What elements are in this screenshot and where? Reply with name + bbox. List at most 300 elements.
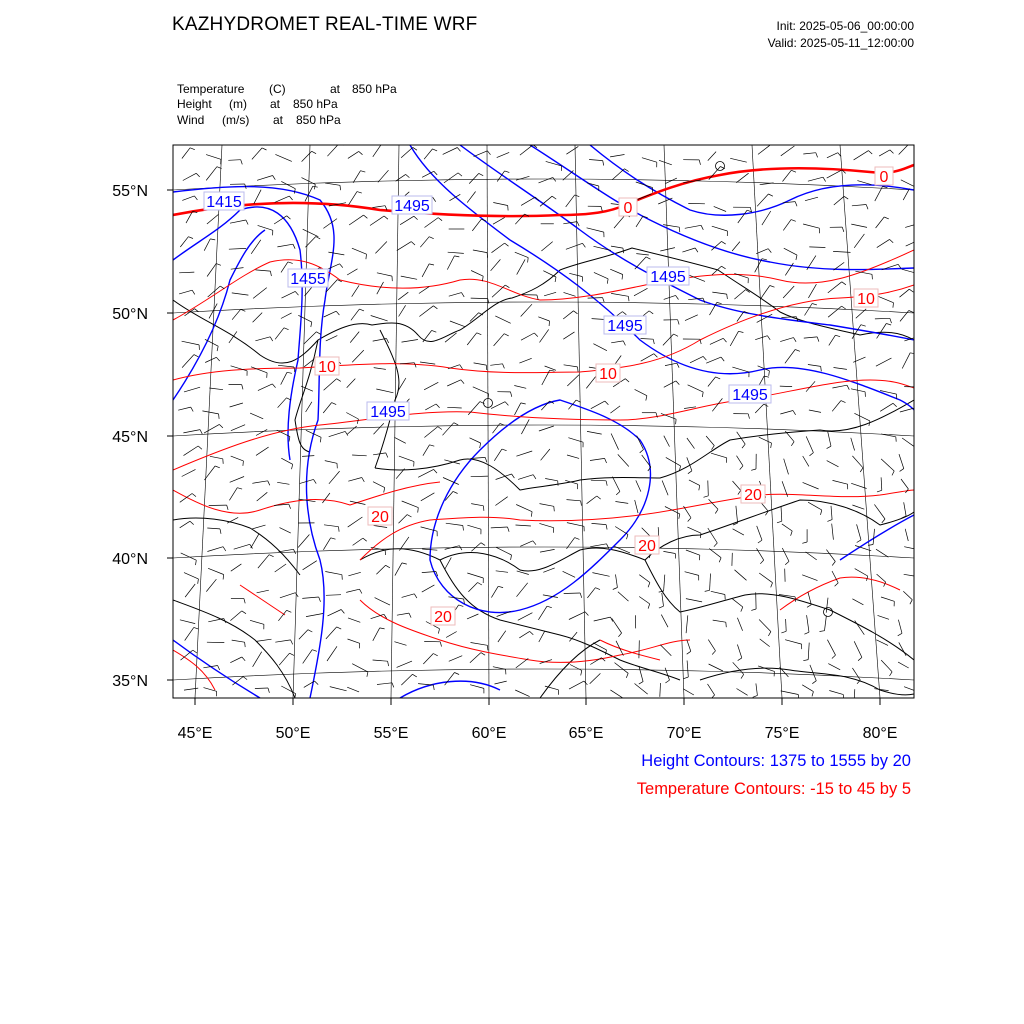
wind-barb bbox=[881, 477, 882, 490]
wind-barb-feather bbox=[459, 605, 464, 607]
wind-barb-feather bbox=[768, 632, 771, 636]
wind-barb bbox=[323, 538, 330, 550]
wind-barb bbox=[471, 643, 488, 646]
wind-barb-feather bbox=[461, 380, 464, 384]
wind-barb bbox=[661, 615, 668, 628]
wind-barb-feather bbox=[554, 506, 555, 511]
wind-barb bbox=[204, 239, 210, 251]
wind-barb-feather bbox=[738, 658, 742, 661]
wind-barb-feather bbox=[712, 446, 715, 450]
wind-barb bbox=[563, 571, 576, 577]
wind-barb-feather bbox=[628, 296, 629, 301]
wind-barb-feather bbox=[241, 309, 246, 311]
wind-barb bbox=[564, 292, 576, 296]
wind-barb bbox=[257, 176, 273, 181]
height-label: 1495 bbox=[607, 318, 643, 335]
wind-barb bbox=[447, 380, 461, 386]
wind-barb bbox=[687, 527, 701, 533]
lon-tick-label: 65°E bbox=[568, 725, 604, 742]
wind-barb bbox=[325, 572, 342, 575]
wind-barb-feather bbox=[458, 173, 462, 176]
wind-barb bbox=[708, 377, 716, 387]
wind-barb bbox=[280, 528, 291, 534]
wind-barb bbox=[231, 425, 245, 431]
wind-barb-feather bbox=[337, 627, 342, 629]
wind-barb-feather bbox=[242, 611, 246, 614]
wind-barb-feather bbox=[190, 148, 195, 150]
wind-barb bbox=[182, 196, 194, 201]
wind-barb-feather bbox=[722, 241, 726, 244]
wind-barb-feather bbox=[835, 583, 839, 586]
wind-barb-feather bbox=[198, 579, 199, 584]
wind-barb-feather bbox=[487, 253, 488, 258]
wind-barb-feather bbox=[380, 628, 385, 629]
wind-barb-feather bbox=[345, 431, 348, 435]
wind-barb bbox=[682, 248, 695, 252]
wind-barb bbox=[590, 458, 605, 460]
wind-barb-feather bbox=[291, 640, 293, 645]
wind-barb bbox=[180, 620, 195, 624]
wind-barb bbox=[179, 290, 192, 294]
wind-barb-feather bbox=[646, 396, 647, 401]
wind-barb bbox=[231, 268, 244, 270]
wind-barb bbox=[783, 170, 792, 181]
wind-barb bbox=[563, 171, 574, 181]
wind-barb-feather bbox=[909, 289, 913, 292]
wind-barb-feather bbox=[270, 271, 271, 276]
wind-barb bbox=[399, 515, 408, 524]
wind-barb bbox=[258, 225, 273, 230]
wind-barb-feather bbox=[648, 583, 650, 588]
wind-barb-feather bbox=[742, 444, 745, 448]
wind-barb-feather bbox=[508, 527, 510, 532]
wind-barb-feather bbox=[626, 673, 628, 678]
wind-barb bbox=[709, 167, 721, 180]
wind-barb bbox=[324, 525, 339, 527]
wind-barb bbox=[803, 224, 819, 228]
wind-barb bbox=[732, 599, 742, 607]
wind-barb bbox=[516, 451, 532, 456]
wind-barb-feather bbox=[717, 302, 722, 303]
wind-barb bbox=[299, 630, 308, 640]
wind-barb-feather bbox=[194, 355, 198, 357]
wind-barb-feather bbox=[505, 402, 508, 406]
wind-barb bbox=[423, 654, 433, 665]
wind-barb-feather bbox=[337, 379, 341, 382]
wind-barb bbox=[208, 568, 224, 574]
wind-barb bbox=[738, 210, 747, 223]
wind-barb-feather bbox=[319, 597, 321, 602]
wind-barb bbox=[639, 666, 643, 682]
wind-barb bbox=[348, 151, 359, 158]
wind-barb bbox=[539, 426, 554, 431]
wind-barb-feather bbox=[363, 538, 367, 541]
wind-barb-feather bbox=[727, 294, 728, 299]
wind-barb-feather bbox=[827, 446, 831, 448]
wind-barb bbox=[664, 436, 670, 447]
wind-barb bbox=[329, 471, 340, 484]
wind-barb-feather bbox=[699, 160, 700, 165]
height-label: 1495 bbox=[650, 269, 686, 286]
wind-barb-feather bbox=[574, 311, 578, 314]
wind-barb bbox=[803, 153, 816, 154]
wind-barb-feather bbox=[739, 331, 744, 332]
wind-barb bbox=[570, 665, 582, 671]
wind-barb bbox=[587, 496, 597, 504]
wind-barb bbox=[402, 340, 418, 343]
wind-barb bbox=[178, 407, 191, 410]
wind-barb bbox=[687, 640, 691, 652]
wind-barb-feather bbox=[676, 419, 677, 424]
wind-barb bbox=[229, 248, 246, 249]
temperature-label: 20 bbox=[434, 609, 452, 626]
wind-barb-feather bbox=[700, 533, 701, 538]
wind-barb bbox=[566, 243, 583, 249]
field-at: at bbox=[273, 113, 284, 127]
wind-barb bbox=[322, 493, 330, 503]
wind-barb-feather bbox=[292, 464, 293, 469]
wind-barb bbox=[828, 306, 842, 317]
wind-barb-feather bbox=[483, 506, 484, 511]
wind-barb-feather bbox=[547, 606, 552, 608]
wind-barb bbox=[641, 339, 654, 340]
wind-barb bbox=[353, 171, 360, 183]
wind-barb bbox=[662, 481, 668, 496]
wind-barb bbox=[425, 404, 436, 410]
wind-barb-feather bbox=[454, 423, 458, 425]
wind-barb bbox=[279, 549, 294, 552]
wind-barb-feather bbox=[791, 220, 796, 222]
wind-barb-feather bbox=[308, 630, 312, 632]
wind-barb bbox=[205, 357, 216, 362]
wind-barb-feather bbox=[777, 521, 782, 523]
wind-barb bbox=[492, 285, 505, 297]
wind-barb bbox=[280, 593, 296, 598]
wind-barb-feather bbox=[900, 469, 904, 472]
wind-barb bbox=[875, 318, 890, 319]
wind-barb-feather bbox=[679, 514, 680, 519]
wind-barb-feather bbox=[459, 546, 462, 550]
wind-barb bbox=[306, 402, 312, 412]
wind-barb-feather bbox=[191, 407, 194, 411]
wind-barb-feather bbox=[578, 367, 579, 372]
wind-barb-feather bbox=[505, 285, 509, 288]
wind-barb-feather bbox=[315, 681, 319, 685]
wind-barb-feather bbox=[771, 443, 772, 448]
wind-barb bbox=[471, 504, 483, 506]
wind-barb-feather bbox=[915, 187, 916, 192]
wind-barb-feather bbox=[215, 466, 220, 468]
lon-tick-label: 80°E bbox=[862, 725, 898, 742]
wind-barb-feather bbox=[462, 293, 465, 297]
wind-barb bbox=[898, 620, 902, 634]
wind-barb-feather bbox=[646, 257, 650, 259]
wind-barb bbox=[588, 298, 603, 299]
wind-barb bbox=[593, 643, 606, 650]
wind-barb bbox=[611, 434, 619, 450]
wind-barb-feather bbox=[603, 298, 605, 303]
wind-barb bbox=[347, 269, 357, 275]
wind-barb-feather bbox=[832, 655, 836, 658]
wind-barb bbox=[419, 306, 433, 317]
wind-barb bbox=[275, 564, 286, 572]
wind-barb-feather bbox=[511, 555, 512, 560]
wind-barb-feather bbox=[487, 645, 488, 650]
wind-barb bbox=[424, 382, 438, 390]
wind-barb bbox=[904, 387, 921, 388]
wind-barb bbox=[373, 482, 385, 488]
wind-barb-feather bbox=[820, 631, 825, 632]
wind-barb bbox=[781, 146, 795, 156]
wind-barb bbox=[737, 689, 748, 696]
wind-barb bbox=[495, 681, 507, 684]
wind-barb bbox=[493, 203, 507, 206]
wind-barb bbox=[278, 365, 294, 367]
wind-barb bbox=[730, 331, 738, 346]
wind-barb bbox=[784, 248, 797, 255]
wind-barb-feather bbox=[336, 311, 339, 315]
wind-barb bbox=[210, 456, 223, 459]
wind-barb-feather bbox=[795, 597, 796, 602]
wind-barb-feather bbox=[882, 519, 885, 523]
wind-barb-feather bbox=[534, 333, 538, 337]
wind-barb bbox=[346, 589, 359, 592]
wind-barb bbox=[901, 479, 908, 489]
wind-barb bbox=[539, 523, 553, 527]
wind-barb-feather bbox=[438, 629, 439, 634]
wind-barb bbox=[758, 145, 770, 154]
wind-barb bbox=[591, 480, 606, 481]
wind-barb bbox=[709, 664, 723, 671]
wind-barb-feather bbox=[890, 318, 892, 323]
wind-barb bbox=[906, 240, 920, 246]
wind-barb-feather bbox=[200, 430, 202, 435]
wind-barb bbox=[517, 583, 528, 597]
wind-barb-feather bbox=[890, 150, 894, 154]
wind-barb bbox=[899, 454, 904, 469]
wind-barb-feather bbox=[893, 403, 897, 406]
wind-barb bbox=[878, 615, 890, 619]
wind-barb bbox=[377, 683, 392, 685]
wind-barb bbox=[447, 407, 461, 408]
wind-barb bbox=[208, 619, 224, 622]
wind-barb-feather bbox=[196, 560, 197, 565]
wind-barb bbox=[258, 555, 269, 568]
wind-barb bbox=[709, 499, 718, 509]
wind-barb bbox=[735, 570, 747, 581]
wind-barb bbox=[665, 507, 680, 514]
wind-barb-feather bbox=[198, 446, 202, 449]
wind-barb-feather bbox=[402, 563, 407, 564]
wind-barb-feather bbox=[753, 695, 758, 697]
wind-barb bbox=[348, 517, 363, 527]
wind-barb bbox=[737, 312, 744, 322]
wind-barb bbox=[592, 573, 609, 577]
wind-barb bbox=[642, 158, 657, 163]
wind-barb bbox=[471, 476, 489, 477]
wind-barb bbox=[228, 160, 240, 161]
wind-barb bbox=[394, 437, 406, 443]
wind-barb bbox=[714, 206, 726, 211]
wind-barb-feather bbox=[243, 461, 244, 466]
wind-barb bbox=[538, 317, 549, 321]
wind-barb-feather bbox=[504, 334, 509, 336]
wind-barb-feather bbox=[613, 588, 618, 590]
wind-barb-feather bbox=[287, 610, 292, 612]
wind-barb bbox=[759, 620, 771, 632]
wind-barb bbox=[615, 502, 628, 504]
wind-barb bbox=[760, 639, 770, 647]
wind-barb bbox=[540, 549, 555, 552]
wind-barb-feather bbox=[762, 259, 767, 260]
wind-barb bbox=[664, 575, 665, 592]
wind-barb-feather bbox=[188, 237, 193, 239]
wind-barb-feather bbox=[794, 338, 797, 342]
wind-barb-feather bbox=[715, 509, 718, 513]
wind-barb bbox=[373, 660, 388, 661]
wind-barb bbox=[470, 685, 484, 689]
wind-barb-feather bbox=[287, 216, 291, 219]
wind-barb bbox=[612, 477, 620, 492]
wind-barb bbox=[447, 256, 454, 270]
wind-barb-feather bbox=[741, 674, 744, 678]
wind-barb bbox=[328, 252, 344, 255]
wind-barb-feather bbox=[272, 384, 275, 388]
wind-barb-feather bbox=[196, 173, 200, 177]
lat-tick-label: 35°N bbox=[112, 673, 148, 690]
wind-barb bbox=[567, 375, 579, 386]
temperature-contour-note: Temperature Contours: -15 to 45 by 5 bbox=[636, 780, 911, 798]
wind-barb bbox=[183, 173, 196, 180]
wind-barb-feather bbox=[869, 151, 873, 154]
wind-barb bbox=[467, 573, 483, 578]
wind-barb bbox=[781, 317, 796, 318]
wind-barb-feather bbox=[242, 385, 243, 390]
lat-tick-label: 45°N bbox=[112, 429, 148, 446]
wind-barb bbox=[784, 459, 789, 475]
temperature-label: 20 bbox=[744, 487, 762, 504]
wind-barb bbox=[592, 319, 606, 320]
wind-barb-feather bbox=[653, 339, 654, 344]
lon-axis bbox=[195, 698, 880, 705]
wind-barb bbox=[757, 194, 768, 206]
wind-barb bbox=[683, 689, 694, 695]
wind-barb bbox=[450, 321, 465, 327]
field-unit: (C) bbox=[269, 82, 286, 96]
wind-barb bbox=[400, 216, 414, 225]
wind-barb bbox=[664, 381, 676, 387]
wind-barb-feather bbox=[219, 424, 223, 428]
wind-barb bbox=[805, 197, 818, 201]
wind-barb bbox=[826, 550, 835, 562]
wind-barb-feather bbox=[803, 660, 808, 661]
wind-barb-feather bbox=[823, 177, 826, 181]
wind-barb-feather bbox=[751, 469, 756, 470]
wind-barb bbox=[852, 205, 866, 206]
wind-barb-feather bbox=[910, 600, 912, 605]
wind-barb bbox=[804, 337, 817, 338]
wind-barb-feather bbox=[849, 703, 854, 704]
wind-barb-feather bbox=[627, 534, 628, 539]
wind-barb-feather bbox=[719, 558, 721, 563]
wind-barb bbox=[733, 662, 744, 674]
wind-barb bbox=[520, 541, 533, 547]
wind-barb-feather bbox=[791, 170, 796, 172]
wind-barb-feather bbox=[618, 633, 621, 637]
lat-tick-label: 55°N bbox=[112, 183, 148, 200]
valid-time: Valid: 2025-05-11_12:00:00 bbox=[767, 36, 914, 50]
wind-barb-feather bbox=[438, 427, 442, 430]
wind-barb bbox=[636, 480, 641, 491]
wind-barb bbox=[544, 292, 556, 296]
wind-barb-feather bbox=[312, 650, 317, 652]
wind-barb bbox=[610, 155, 624, 157]
wind-barb bbox=[782, 524, 792, 531]
field-name: Wind bbox=[177, 113, 205, 127]
wind-barb-feather bbox=[842, 282, 846, 285]
wind-barb bbox=[641, 354, 654, 362]
wind-barb-feather bbox=[866, 205, 868, 210]
wind-barb-feather bbox=[687, 651, 691, 654]
height-label: 1495 bbox=[370, 404, 406, 421]
wind-barb bbox=[494, 334, 505, 346]
wind-barb-feather bbox=[605, 401, 609, 405]
wind-barb-feather bbox=[688, 471, 692, 474]
wind-barb bbox=[611, 341, 623, 343]
wind-barb bbox=[352, 285, 359, 296]
wind-barb bbox=[666, 178, 677, 183]
wind-barb bbox=[808, 502, 822, 510]
wind-barb-feather bbox=[284, 328, 289, 330]
wind-barb-feather bbox=[429, 237, 434, 239]
wind-barb bbox=[275, 154, 291, 161]
wind-barb bbox=[323, 403, 331, 413]
wind-barb bbox=[541, 242, 552, 251]
wind-barb-feather bbox=[385, 550, 386, 555]
wind-barb bbox=[898, 662, 909, 668]
wind-barb bbox=[851, 224, 867, 227]
wind-barb-feather bbox=[821, 510, 822, 515]
wind-barb-feather bbox=[699, 485, 700, 490]
wind-barb bbox=[759, 573, 772, 583]
wind-barb-feather bbox=[679, 227, 680, 232]
wind-barb bbox=[251, 525, 265, 529]
wind-barb-feather bbox=[807, 605, 811, 608]
wind-barb bbox=[852, 599, 863, 605]
wind-barb bbox=[660, 645, 671, 656]
wind-barb bbox=[184, 446, 199, 456]
wind-barb bbox=[470, 653, 481, 663]
wind-barb-feather bbox=[555, 277, 556, 282]
temperature-label: 10 bbox=[599, 366, 617, 383]
wind-barb-feather bbox=[649, 311, 653, 314]
wind-barb bbox=[325, 183, 340, 185]
wind-barb bbox=[854, 151, 869, 160]
wind-barb-feather bbox=[436, 404, 440, 408]
wind-barb-feather bbox=[295, 291, 298, 295]
wind-barb-feather bbox=[289, 437, 290, 442]
wind-barb bbox=[737, 645, 741, 658]
wind-barb-feather bbox=[595, 588, 600, 590]
wind-barb-feather bbox=[892, 471, 894, 475]
wind-barb bbox=[734, 290, 745, 300]
wind-barb bbox=[854, 413, 870, 421]
wind-barb bbox=[495, 497, 507, 506]
wind-barb bbox=[257, 492, 268, 501]
wind-barb-feather bbox=[580, 593, 582, 598]
wind-barb-feather bbox=[714, 543, 717, 547]
wind-barb bbox=[424, 427, 437, 438]
